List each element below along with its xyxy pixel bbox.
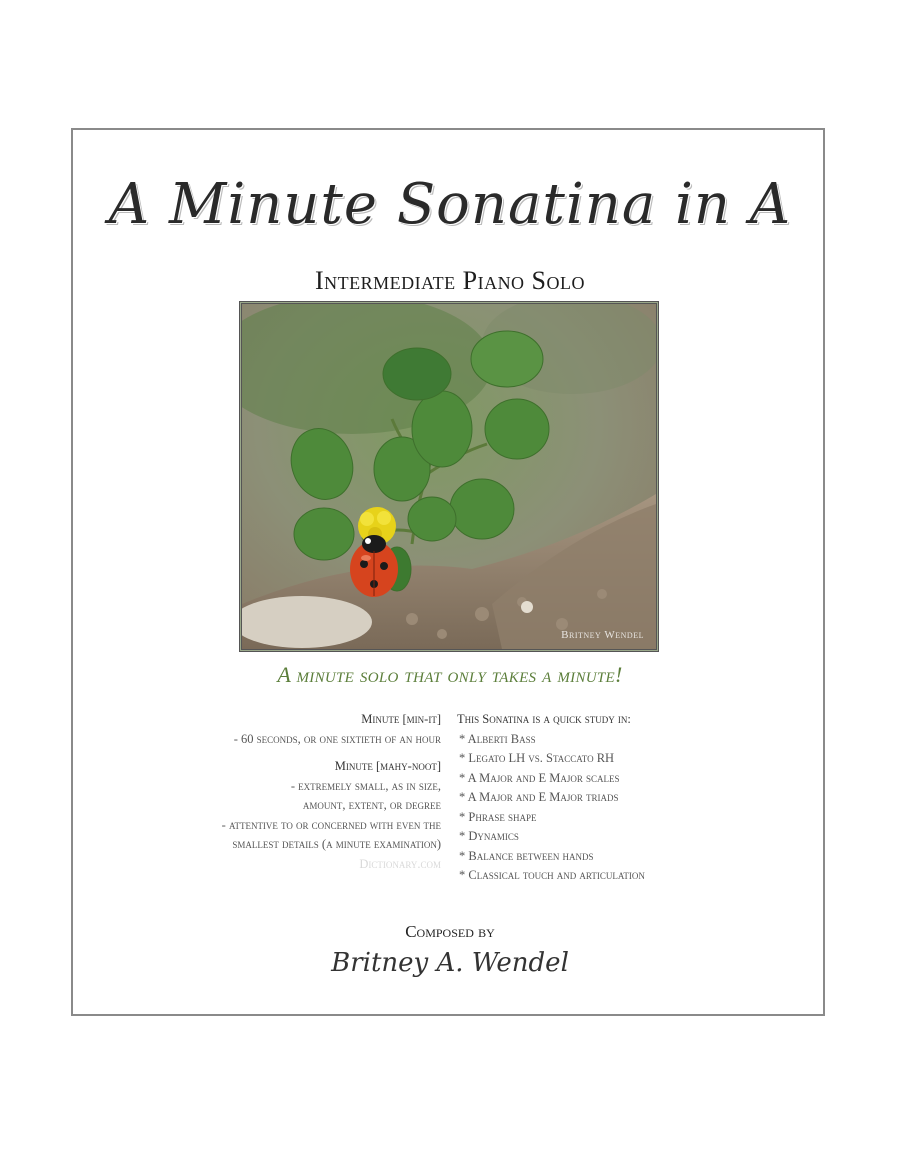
study-item: * A Major and E Major scales	[459, 770, 620, 785]
definition-line: - extremely small, as in size,	[290, 778, 441, 793]
definitions-source: Dictionary.com	[359, 856, 441, 871]
study-item: * Dynamics	[459, 829, 519, 843]
study-item: * Phrase shape	[459, 809, 537, 824]
definition-line: - 60 seconds, or one sixtieth of an hour	[233, 731, 441, 746]
study-item: * A Major and E Major triads	[459, 790, 619, 804]
definition-line: amount, extent, or degree	[302, 798, 441, 812]
definition-line: - attentive to or concerned with even the	[221, 817, 441, 832]
photo-credit: Britney Wendel	[561, 629, 644, 641]
definition-heading: Minute [mahy-noot]	[334, 759, 441, 773]
page-title: A Minute Sonatina in A	[108, 172, 792, 237]
study-item: * Alberti Bass	[459, 731, 536, 746]
ladybug-clover-image	[242, 304, 656, 649]
study-item: * Balance between hands	[459, 848, 594, 863]
definition-heading: Minute [min-it]	[361, 712, 441, 726]
definition-line: smallest details (a minute examination)	[232, 837, 441, 851]
page-subtitle: Intermediate Piano Solo	[314, 266, 586, 295]
definitions-column	[222, 710, 441, 874]
composed-by-label: Composed by	[405, 922, 495, 941]
study-item: * Classical touch and articulation	[459, 868, 645, 882]
study-heading: This Sonatina is a quick study in:	[457, 712, 631, 726]
tagline: A minute solo that only takes a minute!	[277, 662, 623, 687]
cover-photo	[239, 301, 659, 652]
study-column	[457, 710, 645, 886]
composer-signature: Britney A. Wendel	[331, 948, 569, 978]
study-item: * Legato LH vs. Staccato RH	[459, 751, 615, 765]
